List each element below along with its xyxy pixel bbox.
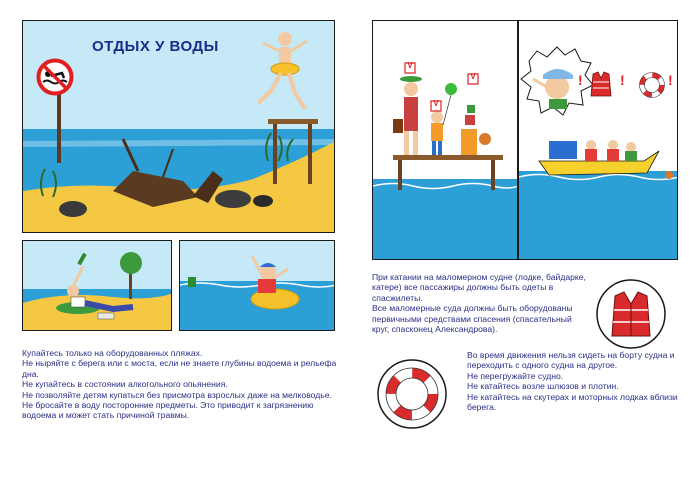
check-mark-icon: V [407,61,413,70]
boat-info-item: При катании на маломерном судне (лодке, байдарке, катере) все пассажиры должны быть одеты в спасжилеты. [372,272,586,303]
life-ring-icon [376,358,448,430]
check-mark-icon: V [470,72,476,81]
rule-item: Не ныряйте с берега или с моста, если не знаете глубины водоема и рельефа дна. [22,358,337,379]
pier-family-panel [372,20,518,260]
life-ring-small-icon [639,72,665,98]
pier-family-illustration [373,21,518,260]
page-title: ОТДЫХ У ВОДЫ [92,38,219,55]
rule-item: Не купайтесь в состоянии алкогольного опьянения. [22,379,228,390]
warning-mark-icon: ! [578,72,583,88]
swimming-child-panel [179,240,335,331]
movement-rule-item: Не катайтесь возле шлюзов и плотин. [467,381,619,392]
rule-item: Не позволяйте детям купаться без присмотра взрослых даже на мелководье. [22,389,332,400]
life-vest-icon [595,278,667,350]
drinking-scene-illustration [23,241,172,331]
movement-rule-item: Не перегружайте судно. [467,370,564,381]
captain-boat-panel [518,20,678,260]
movement-rule-item: Не катайтесь на скутерах и моторных лодках вблизи берега. [467,391,678,413]
warning-mark-icon: ! [620,72,625,88]
rule-item: Купайтесь только на оборудованных пляжах. [22,348,203,358]
life-vest-small-icon [589,70,613,98]
check-mark-icon: V [433,99,439,108]
rule-item: Не бросайте в воду посторонние предметы. Это приводит к загрязнению водоема и может стать причиной травмы. [22,400,314,421]
boat-info-item: Все маломерные суда должны быть оборудованы первичными средствами спасения (спасательный круг, спасконец Александрова). [372,303,573,335]
movement-rules-text [467,350,687,412]
no-swimming-icon [36,58,74,96]
captain-boat-illustration [519,21,678,260]
drinking-scene-panel [22,240,172,331]
beach-rules-text [22,348,342,421]
boat-safety-text [372,272,587,334]
warning-mark-icon: ! [668,72,673,88]
swimming-child-illustration [180,241,335,331]
movement-rule-item: Во время движения нельзя сидеть на борту судна и переходить с одного судна на другое. [467,350,675,371]
